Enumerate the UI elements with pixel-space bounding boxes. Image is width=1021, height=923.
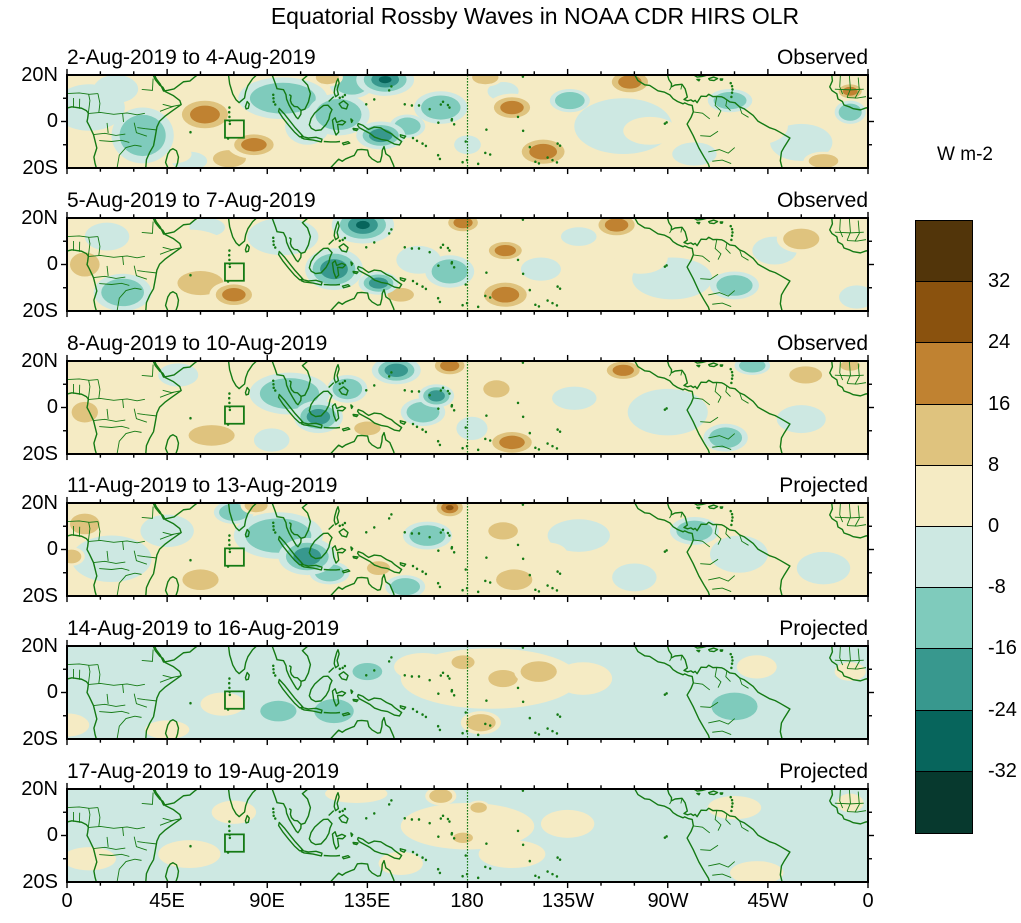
panel-date-range: 17-Aug-2019 to 19-Aug-2019 [67, 760, 340, 783]
colorbar-tick-m32: -32 [988, 760, 1017, 782]
xtick-45e: 45E [149, 890, 185, 912]
panel-3 [0, 331, 1021, 474]
map-panel-1 [67, 75, 868, 168]
panel-4 [0, 473, 1021, 616]
colorbar-cell-6 [916, 588, 972, 649]
xtick-45w: 45W [747, 890, 789, 912]
ytick-20s: 20S [22, 157, 58, 179]
colorbar-tick-24: 24 [988, 331, 1011, 353]
panel-type-label: Projected [779, 474, 868, 497]
ytick-0: 0 [46, 824, 58, 846]
colorbar [915, 220, 973, 834]
ytick-20n: 20N [21, 207, 58, 229]
ytick-0: 0 [46, 110, 58, 132]
colorbar-cell-9 [916, 772, 972, 833]
colorbar-units-label: W m-2 [937, 144, 993, 165]
map-panel-4 [67, 503, 868, 596]
panel-type-label: Projected [779, 617, 868, 640]
ytick-20n: 20N [21, 635, 58, 657]
colorbar-cell-3 [916, 405, 972, 466]
xtick-135w: 135W [541, 890, 595, 912]
panel-1 [0, 45, 1021, 188]
ytick-0: 0 [46, 538, 58, 560]
colorbar-cell-0 [916, 221, 972, 282]
xtick-0-left: 0 [61, 890, 73, 912]
ytick-20n: 20N [21, 492, 58, 514]
panel-type-label: Observed [776, 189, 868, 212]
colorbar-tick-m8: -8 [988, 576, 1006, 598]
xtick-90w: 90W [647, 890, 689, 912]
colorbar-tick-m16: -16 [988, 637, 1017, 659]
ytick-20s: 20S [22, 871, 58, 893]
xtick-0-right: 0 [862, 890, 874, 912]
ytick-20n: 20N [21, 64, 58, 86]
panel-date-range: 8-Aug-2019 to 10-Aug-2019 [67, 332, 328, 355]
colorbar-cell-8 [916, 711, 972, 772]
panel-type-label: Observed [776, 46, 868, 69]
ytick-0: 0 [46, 681, 58, 703]
map-panel-3 [67, 361, 868, 454]
panel-date-range: 11-Aug-2019 to 13-Aug-2019 [67, 474, 338, 497]
ytick-0: 0 [46, 253, 58, 275]
colorbar-cell-1 [916, 282, 972, 343]
ytick-20n: 20N [21, 778, 58, 800]
colorbar-tick-0: 0 [988, 515, 1000, 537]
colorbar-tick-m24: -24 [988, 699, 1017, 721]
ytick-20s: 20S [22, 443, 58, 465]
ytick-20n: 20N [21, 350, 58, 372]
xtick-90e: 90E [249, 890, 285, 912]
ytick-20s: 20S [22, 728, 58, 750]
colorbar-cell-7 [916, 649, 972, 710]
panel-2 [0, 188, 1021, 331]
panel-date-range: 5-Aug-2019 to 7-Aug-2019 [67, 189, 316, 212]
xtick-135e: 135E [343, 890, 391, 912]
ytick-20s: 20S [22, 300, 58, 322]
colorbar-cell-4 [916, 466, 972, 527]
panel-date-range: 14-Aug-2019 to 16-Aug-2019 [67, 617, 340, 640]
panel-date-range: 2-Aug-2019 to 4-Aug-2019 [67, 46, 316, 69]
colorbar-cell-2 [916, 343, 972, 404]
ytick-20s: 20S [22, 585, 58, 607]
colorbar-tick-8: 8 [988, 454, 1000, 476]
map-panel-2 [67, 218, 868, 311]
panel-5 [0, 616, 1021, 759]
colorbar-cell-5 [916, 527, 972, 588]
panel-6 [0, 759, 1021, 902]
xtick-180: 180 [450, 890, 484, 912]
panel-type-label: Observed [776, 332, 868, 355]
figure-title: Equatorial Rossby Waves in NOAA CDR HIRS OLR [270, 3, 800, 29]
colorbar-tick-16: 16 [988, 393, 1011, 415]
map-panel-5 [67, 646, 868, 739]
map-panel-6 [67, 789, 868, 882]
colorbar-tick-32: 32 [988, 270, 1011, 292]
ytick-0: 0 [46, 396, 58, 418]
panel-type-label: Projected [779, 760, 868, 783]
